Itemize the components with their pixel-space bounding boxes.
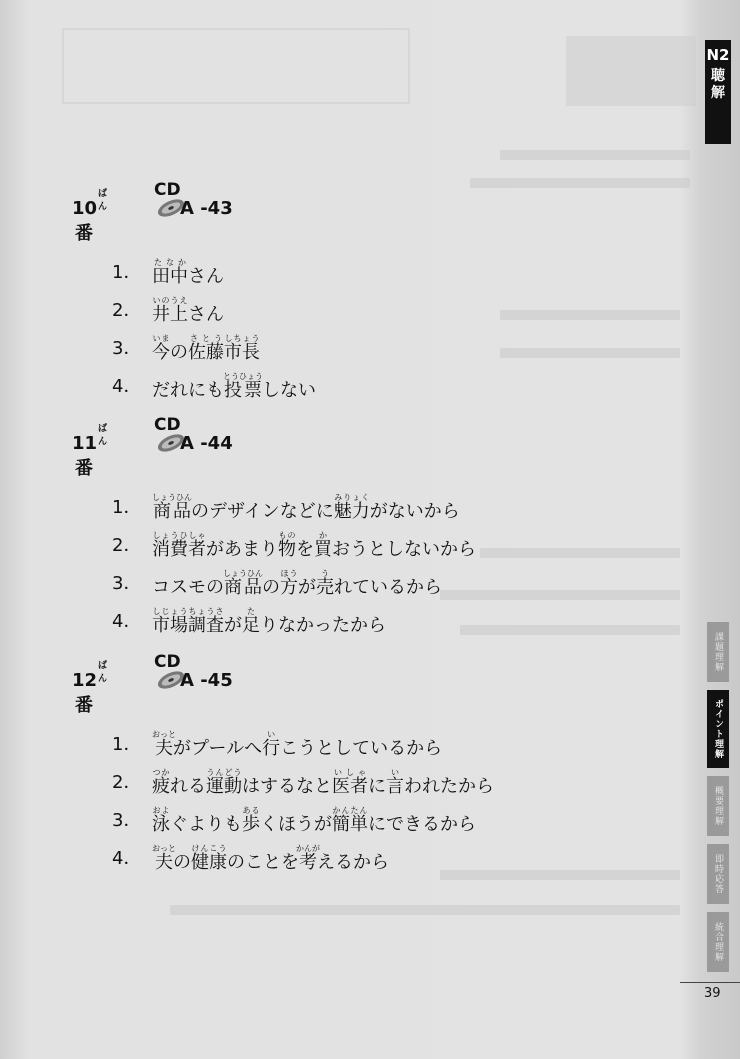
answer-option-number: 4．: [112, 376, 142, 397]
kanji-with-reading: 疲つか: [152, 768, 170, 797]
kanji-with-reading: 今いま: [152, 334, 170, 363]
answer-option-text: だれにも投票とうひょうしない: [152, 372, 316, 401]
kanji-with-reading: 方ほう: [280, 569, 298, 598]
furigana: さとう: [188, 334, 224, 343]
kanji-with-reading: 運動うんどう: [206, 768, 242, 797]
kanji-with-reading: 魅力みりょく: [333, 493, 370, 522]
furigana: いのうえ: [152, 296, 188, 305]
kanji-with-reading: 消費者しょうひしゃ: [152, 531, 206, 560]
furigana: しょうひしゃ: [152, 531, 206, 540]
furigana: い: [386, 768, 404, 777]
section-label: [705, 68, 731, 102]
page-number-rule: [680, 982, 740, 983]
show-through-line: [480, 548, 680, 558]
kanji-with-reading: 物もの: [278, 531, 296, 560]
kanji-with-reading: 売う: [316, 569, 334, 598]
cd-label: CD: [154, 180, 181, 200]
side-tab: 課題理解: [707, 622, 729, 682]
furigana: みりょく: [333, 493, 370, 502]
kanji-with-reading: 足た: [242, 607, 260, 636]
furigana: もの: [278, 531, 296, 540]
answer-option-text: 今いまの佐藤さとう市長しちょう: [152, 334, 260, 363]
answer-option-text: 夫おっとがプールへ行いこうとしているから: [152, 730, 443, 759]
answer-option-text: 商品しょうひんのデザインなどに魅力みりょくがないから: [152, 493, 460, 522]
cd-track-badge: [152, 652, 272, 698]
section-label-text: 聴解: [711, 68, 725, 101]
question-counter: 番: [75, 223, 93, 244]
answer-option-text: 泳およぐよりも歩あるくほうが簡単かんたんにできるから: [152, 806, 476, 835]
kanji-with-reading: 投票とうひょう: [223, 372, 263, 401]
show-through-line: [470, 178, 690, 188]
question-number: [72, 424, 108, 480]
answer-option-text: 田中たなかさん: [152, 258, 224, 287]
page-number: 39: [704, 986, 721, 1001]
cd-track-badge: [152, 415, 272, 461]
show-through-line: [460, 625, 680, 635]
level-tab: [705, 40, 731, 144]
cd-track-number: A -45: [180, 670, 233, 691]
furigana: およ: [152, 806, 170, 815]
show-through-line: [500, 310, 680, 320]
kanji-with-reading: 泳およ: [152, 806, 170, 835]
furigana: いしゃ: [332, 768, 368, 777]
furigana: いま: [152, 334, 170, 343]
question-number-value: 12: [72, 670, 98, 691]
furigana: おっと: [152, 844, 176, 853]
answer-option-number: 4．: [112, 611, 142, 632]
answer-option-number: 2．: [112, 535, 142, 556]
show-through-line: [170, 905, 680, 915]
kanji-with-reading: 市場調査しじょうちょうさ: [152, 607, 224, 636]
question-counter-reading: ばん: [98, 424, 108, 447]
furigana: しじょうちょうさ: [152, 607, 224, 616]
kanji-with-reading: 医者いしゃ: [332, 768, 368, 797]
cd-label: CD: [154, 415, 181, 435]
answer-option-text: 夫おっとの健康けんこうのことを考かんがえるから: [152, 844, 389, 873]
question-counter: 番: [75, 458, 93, 479]
show-through-line: [500, 150, 690, 160]
kanji-with-reading: 商品しょうひん: [152, 493, 192, 522]
furigana: かんが: [296, 844, 320, 853]
furigana: おっと: [152, 730, 176, 739]
side-tab: 概要理解: [707, 776, 729, 836]
furigana: うんどう: [206, 768, 242, 777]
answer-option-number: 3．: [112, 810, 142, 831]
furigana: けんこう: [191, 844, 227, 853]
answer-option-number: 1．: [112, 262, 142, 283]
furigana: たなか: [152, 258, 188, 267]
answer-option-text: 井上いのうえさん: [152, 296, 224, 325]
question-counter-reading: ばん: [98, 189, 108, 212]
answer-option-number: 2．: [112, 772, 142, 793]
show-through-line: [440, 590, 680, 600]
question-number-value: 10: [72, 198, 98, 219]
question-number: [72, 189, 108, 245]
side-tab: 統合理解: [707, 912, 729, 972]
furigana: とうひょう: [223, 372, 263, 381]
furigana: かんたん: [332, 806, 368, 815]
answer-option-number: 2．: [112, 300, 142, 321]
kanji-with-reading: 考かんが: [296, 844, 320, 873]
answer-option-number: 1．: [112, 734, 142, 755]
question-counter-reading: ばん: [98, 661, 108, 684]
question-counter: 番: [75, 695, 93, 716]
answer-option-number: 3．: [112, 338, 142, 359]
kanji-with-reading: 夫おっと: [152, 730, 176, 759]
kanji-with-reading: 行い: [262, 730, 281, 759]
kanji-with-reading: 言い: [386, 768, 404, 797]
level-label: N2: [706, 46, 730, 64]
side-tab: 即時応答: [707, 844, 729, 904]
answer-option-text: 市場調査しじょうちょうさが足たりなかったから: [152, 607, 386, 636]
cd-track-number: A -44: [180, 433, 233, 454]
cd-track-badge: [152, 180, 272, 226]
answer-option-number: 1．: [112, 497, 142, 518]
furigana: しちょう: [224, 334, 260, 343]
side-tab: ポイント理解: [707, 690, 729, 768]
kanji-with-reading: 夫おっと: [152, 844, 176, 873]
show-through-line: [500, 348, 680, 358]
question-number: [72, 661, 108, 717]
kanji-with-reading: 簡単かんたん: [332, 806, 368, 835]
furigana: う: [316, 569, 334, 578]
kanji-with-reading: 歩ある: [242, 806, 260, 835]
cd-track-number: A -43: [180, 198, 233, 219]
furigana: い: [262, 730, 281, 739]
show-through-block: [566, 36, 696, 106]
furigana: つか: [152, 768, 170, 777]
answer-option-text: 消費者しょうひしゃがあまり物ものを買かおうとしないから: [152, 531, 476, 560]
furigana: しょうひん: [223, 569, 263, 578]
furigana: ある: [242, 806, 260, 815]
kanji-with-reading: 健康けんこう: [191, 844, 227, 873]
kanji-with-reading: 田中たなか: [152, 258, 188, 287]
furigana: か: [314, 531, 332, 540]
kanji-with-reading: 買か: [314, 531, 332, 560]
show-through-box: [62, 28, 410, 104]
furigana: ほう: [280, 569, 298, 578]
furigana: た: [242, 607, 260, 616]
question-number-value: 11: [72, 433, 98, 454]
kanji-with-reading: 佐藤さとう: [188, 334, 224, 363]
cd-label: CD: [154, 652, 181, 672]
kanji-with-reading: 市長しちょう: [224, 334, 260, 363]
answer-option-text: 疲つかれる運動うんどうはするなと医者いしゃに言いわれたから: [152, 768, 494, 797]
furigana: しょうひん: [152, 493, 192, 502]
answer-option-number: 3．: [112, 573, 142, 594]
show-through-line: [440, 870, 680, 880]
answer-option-text: コスモの商品しょうひんの方ほうが売うれているから: [152, 569, 442, 598]
kanji-with-reading: 井上いのうえ: [152, 296, 188, 325]
kanji-with-reading: 商品しょうひん: [223, 569, 263, 598]
answer-option-number: 4．: [112, 848, 142, 869]
